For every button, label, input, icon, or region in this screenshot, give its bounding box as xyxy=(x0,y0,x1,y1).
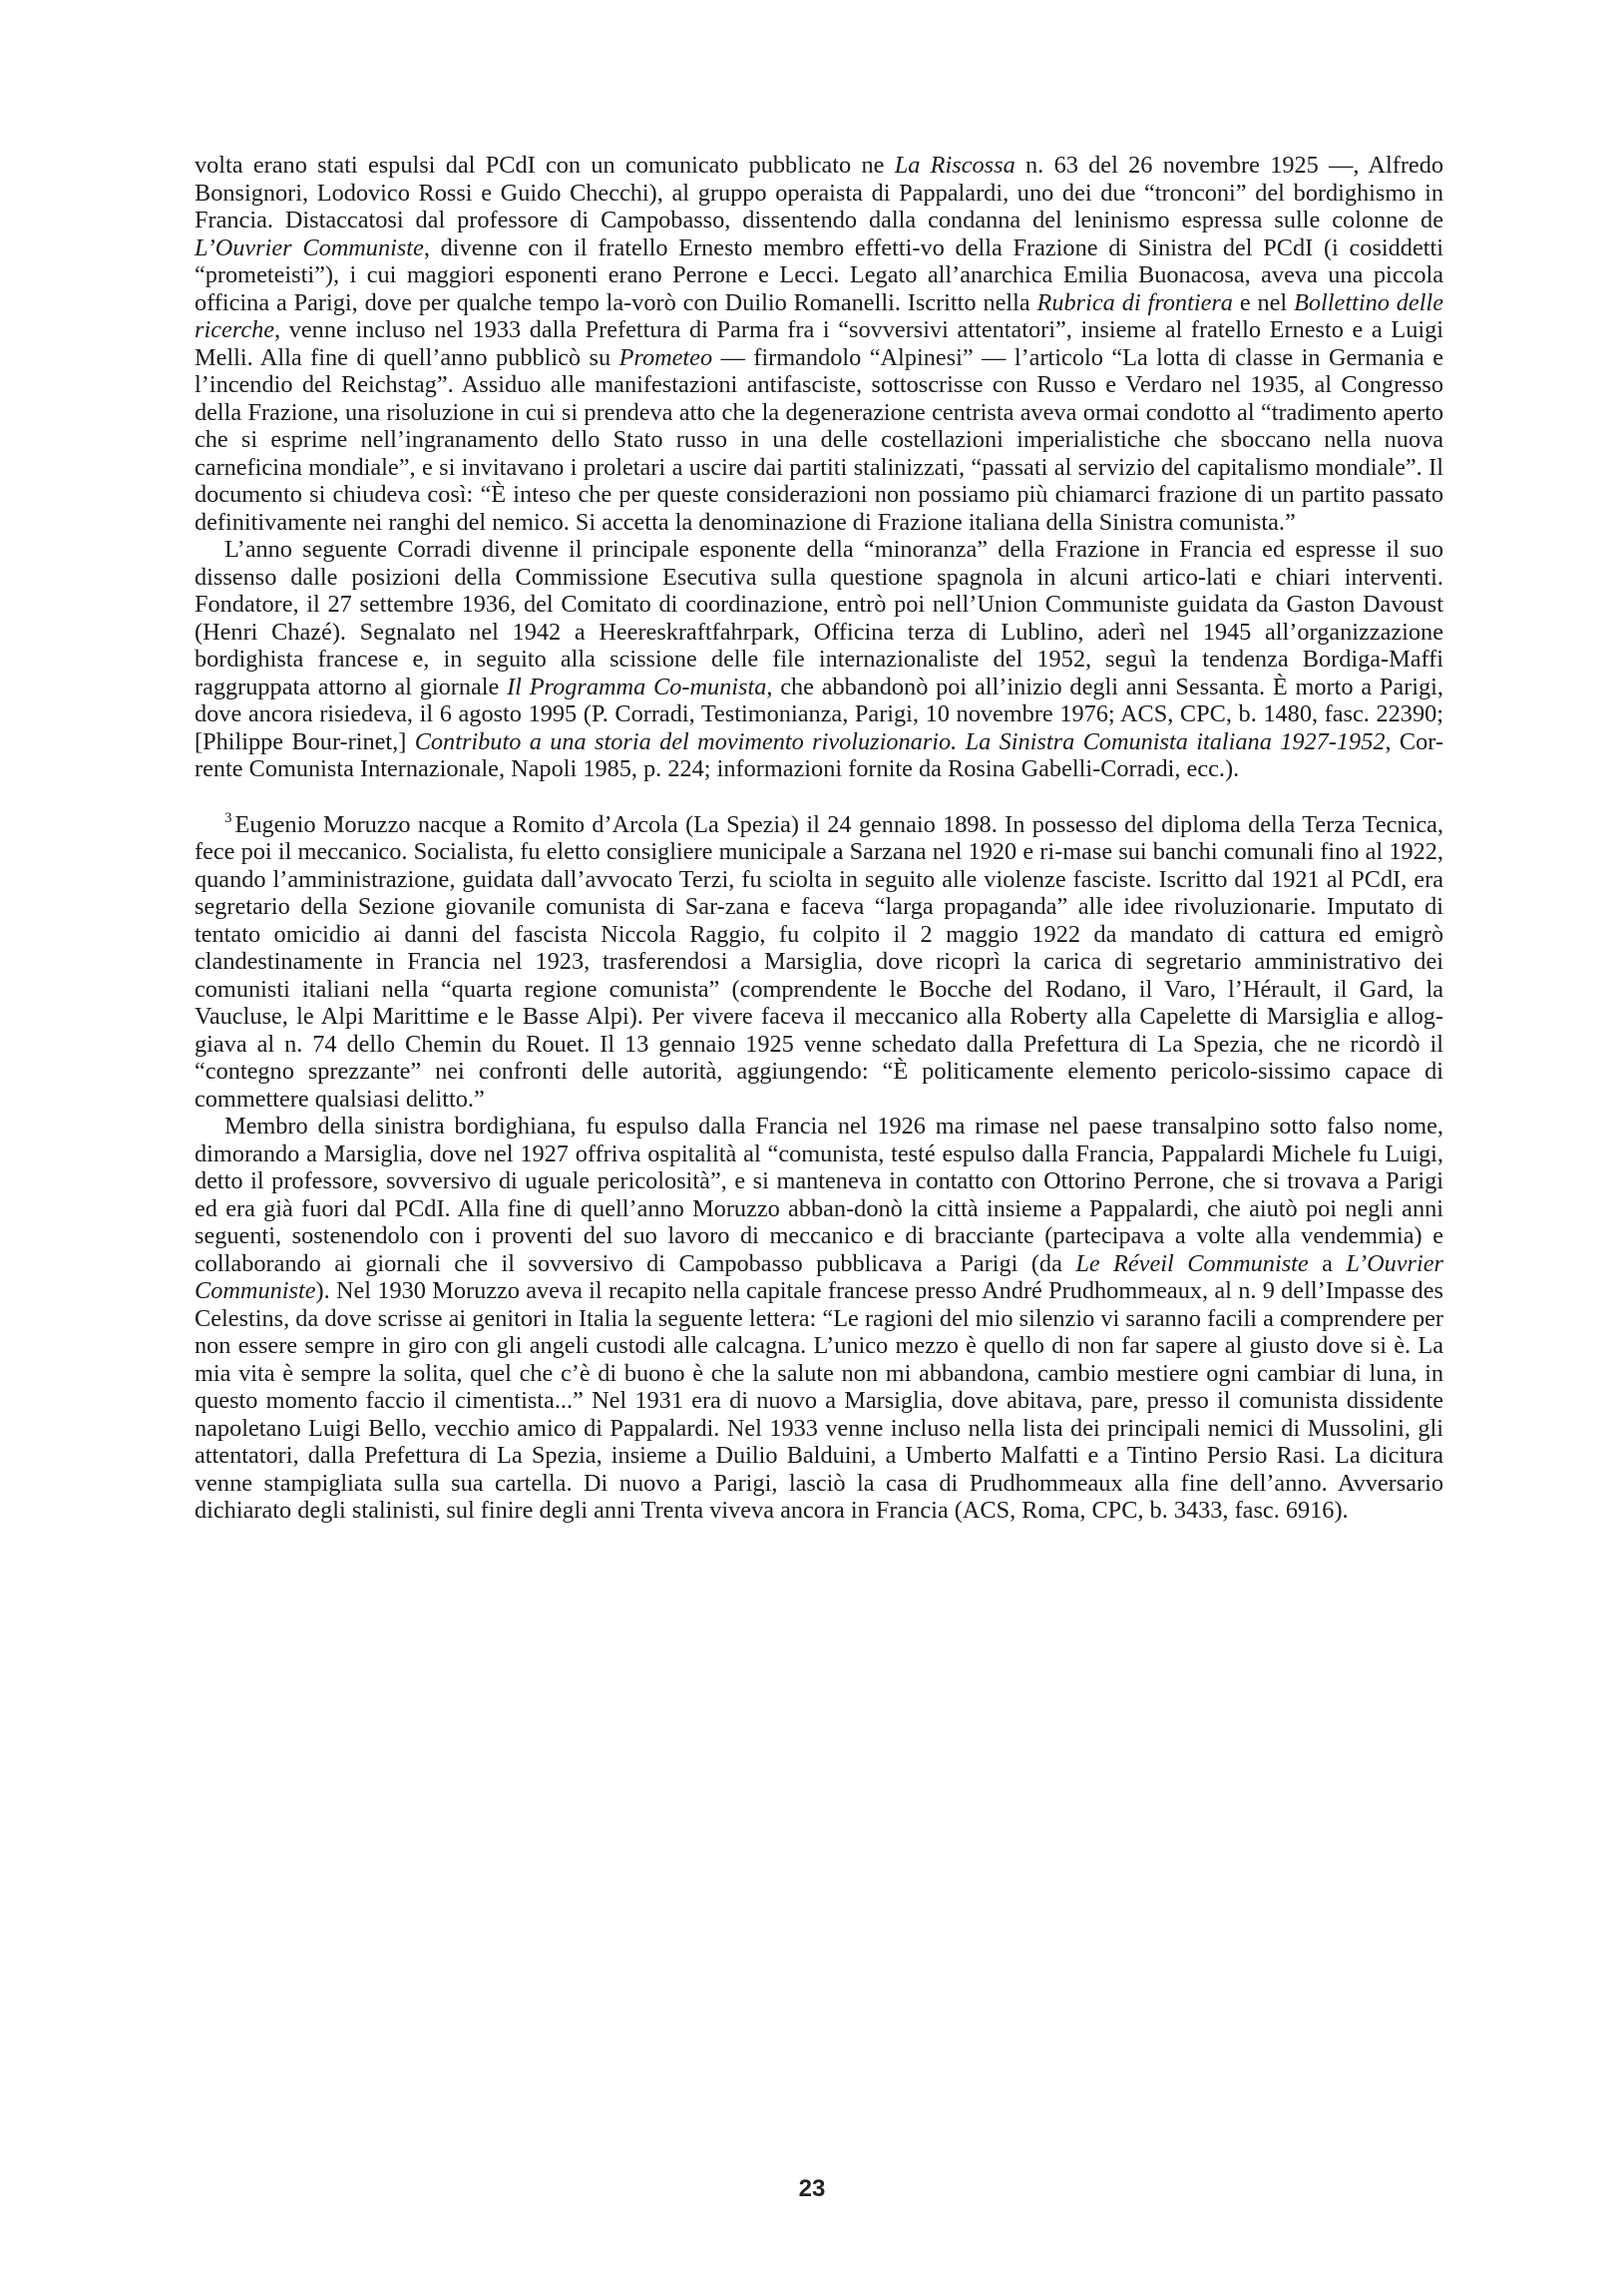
italic-title: Il Programma Co-munista xyxy=(507,673,767,700)
text-run: , venne incluso nel 1933 dalla Prefettura di Parma fra i “sovversivi attentatori”, insieme al fratello Ernesto e a Luigi Melli. Alla fine di quell’anno pubblicò su xyxy=(195,316,1443,371)
text-run: — firmandolo “Alpinesi” — l’articolo “La lotta di classe in Germania e l’incendio del Reichstag”. Assiduo alle manifestazioni antifasciste, sottoscrisse con Russo e Verdaro nel 1935, al Congresso della Frazione, una risoluzione in cui si prendeva atto che la degenerazione centrista aveva ormai condotto al “tradimento aperto che si esprime nell’ingranamento dello Stato russo in una delle costellazioni imperialistiche che sboccano nella nuova carneficina mondiale”, e si invitavano i proletari a uscire dai partiti stalinizzati, “passati al servizio del capitalismo mondiale”. Il documento si chiudeva così: “È inteso che per queste considerazioni non possiamo più chiamarci frazione di un partito passato definitivamente nei ranghi del nemico. Si accetta la denominazione di Frazione italiana della Sinistra comunista.” xyxy=(195,343,1443,536)
text-run: ). Nel 1930 Moruzzo aveva il recapito nella capitale francese presso André Prudhommeaux, al n. 9 dell’Impasse des Celestins, da dove scrisse ai genitori in Italia la seguente lettera: “Le ragioni del mio silenzio vi saranno facili a comprendere per non essere sempre in giro con gli angeli custodi alle calcagna. L’unico mezzo è quello di non far sapere al giusto dove si è. La mia vita è sempre la solita, quel che c’è di buono è che la salute non mi abbandona, cambio mestiere ogni cambiar di luna, in questo momento faccio il cimentista...” Nel 1931 era di nuovo a Marsiglia, dove abitava, pare, presso il comunista dissidente napoletano Luigi Bello, vecchio amico di Pappalardi. Nel 1933 venne incluso nella lista dei principali nemici di Mussolini, gli attentatori, dalla Prefettura di La Spezia, insieme a Duilio Balduini, a Umberto Malfatti e a Tintino Persio Rasi. La dicitura venne stampigliata sulla sua cartella. Di nuovo a Parigi, lasciò la casa di Prudhommeaux alla fine dell’anno. Avversario dichiarato degli stalinisti, sul finire degli anni Trenta viveva ancora in Francia (ACS, Roma, CPC, b. 3433, fasc. 6916). xyxy=(195,1277,1443,1524)
text-run: , divenne con il fratello Ernesto membro effetti-vo della Frazione di Sinistra del PCdI (i cosiddetti “prometeisti”), i cui maggiori esponenti erano Perrone e Lecci. Legato all’anarchica Emilia Buonacosa, aveva una piccola officina a Parigi, dove per qualche tempo la-vorò con Duilio Romanelli. Iscritto nella xyxy=(195,233,1443,316)
text-run: Eugenio Moruzzo nacque a Romito d’Arcola (La Spezia) il 24 gennaio 1898. In possesso del diploma della Terza Tecnica, fece poi il meccanico. Socialista, fu eletto consigliere municipale a Sarzana nel 1920 e ri-mase sui banchi comunali fino al 1922, quando l’amministrazione, guidata dall’avvocato Terzi, fu sciolta in seguito alle violenze fasciste. Iscritto dal 1921 al PCdI, era segretario della Sezione giovanile comunista di Sar-zana e faceva “larga propaganda” alle idee rivoluzionarie. Imputato di tentato omicidio ai danni del fascista Niccola Raggio, fu colpito il 2 maggio 1922 da mandato di cattura ed emigrò clandestinamente in Francia nel 1923, trasferendosi a Marsiglia, dove ricoprì la carica di segretario amministrativo dei comunisti italiani nella “quarta regione comunista” (comprendente le Bocche del Rodano, il Varo, l’Hérault, il Gard, la Vaucluse, le Alpi Marittime e le Basse Alpi). Per vivere faceva il meccanico alla Roberty alla Capelette di Marsiglia e allog-giava al n. 74 dello Chemin du Rouet. Il 13 gennaio 1925 venne schedato dalla Prefettura di La Spezia, che ne ricordò il “contegno sprezzante” nei confronti delle autorità, aggiungendo: “È politicamente elemento pericolo-sissimo capace di commettere qualsiasi delitto.” xyxy=(195,810,1443,1113)
paragraph xyxy=(195,536,1443,783)
paragraph xyxy=(195,1113,1443,1525)
footnote-paragraph xyxy=(195,811,1443,1114)
italic-title: Prometeo xyxy=(618,343,713,371)
text-run: Membro della sinistra bordighiana, fu espulso dalla Francia nel 1926 ma rimase nel paese transalpino sotto falso nome, dimorando a Marsiglia, dove nel 1927 offriva ospitalità al “comunista, testé espulso dalla Francia, Pappalardi Michele fu Luigi, detto il professore, sovversivo di uguale pericolosità”, e si manteneva in contatto con Ottorino Perrone, che si trovava a Parigi ed era già fuori dal PCdI. Alla fine di quell’anno Moruzzo abban-donò la città insieme a Pappalardi, che aiutò poi negli anni seguenti, sostenendolo con i proventi del suo lavoro di meccanico e di bracciante (partecipava a volte alla vendemmia) e collaborando ai giornali che il sovversivo di Campobasso pubblicava a Parigi (da xyxy=(195,1113,1443,1277)
text-run: L’anno seguente Corradi divenne il principale esponente della “minoranza” della Frazione in Francia ed espresse il suo dissenso dalle posizioni della Commissione Esecutiva sulla questione spagnola in alcuni artico-lati e chiari interventi. Fondatore, il 27 settembre 1936, del Comitato di coordinazione, entrò poi nell’Union Communiste guidata da Gaston Davoust (Henri Chazé). Segnalato nel 1942 a Heereskraftfahrpark, Officina terza di Lublino, aderì nel 1945 all’organizzazione bordighista francese e, in seguito alla scissione delle file internazionaliste del 1952, seguì la tendenza Bordiga-Maffi raggruppata attorno al giornale xyxy=(195,536,1443,700)
footnote-mark: 3 xyxy=(224,809,232,826)
text-run: , che abbandonò poi all’inizio degli anni Sessanta. È morto a Parigi, dove ancora risiedeva, il 6 agosto 1995 (P. Corradi, Testimonianza, Parigi, 10 novembre 1976; ACS, CPC, b. 1480, fasc. 22390; [Philippe Bour-rinet,] xyxy=(195,673,1443,755)
text-run: n. 63 del 26 novembre 1925 —, Alfredo Bonsignori, Lodovico Rossi e Guido Checchi), al gruppo operaista di Pappalardi, uno dei due “tronconi” del bordighismo in Francia. Distaccatosi dal professore di Campobasso, dissentendo dalla condanna del leninismo espressa sulle colonne de xyxy=(195,152,1443,233)
paragraph xyxy=(195,152,1443,536)
italic-title: Le Réveil Communiste xyxy=(1075,1249,1309,1277)
italic-title: Bollettino delle ricerche xyxy=(195,288,1443,343)
footnote-gap xyxy=(195,783,1443,811)
italic-title: L’Ouvrier Communiste xyxy=(195,1249,1444,1304)
italic-title: Rubrica di frontiera xyxy=(1036,288,1233,316)
text-run: , Cor-rente Comunista Internazionale, Napoli 1985, p. 224; informazioni fornite da Rosina Gabelli-Corradi, ecc.). xyxy=(195,727,1443,782)
page-number: 23 xyxy=(798,2175,826,2202)
italic-title: La Riscossa xyxy=(894,152,1015,179)
text-run: a xyxy=(1308,1249,1347,1277)
document-body xyxy=(195,152,1443,1525)
text-run: e nel xyxy=(1232,288,1295,316)
italic-title: Contributo a una storia del movimento rivoluzionario. La Sinistra Comunista italiana 1927-1952 xyxy=(414,727,1386,755)
italic-title: L’Ouvrier Communiste xyxy=(195,233,424,261)
text-run: volta erano stati espulsi dal PCdI con un comunicato pubblicato ne xyxy=(195,152,895,179)
